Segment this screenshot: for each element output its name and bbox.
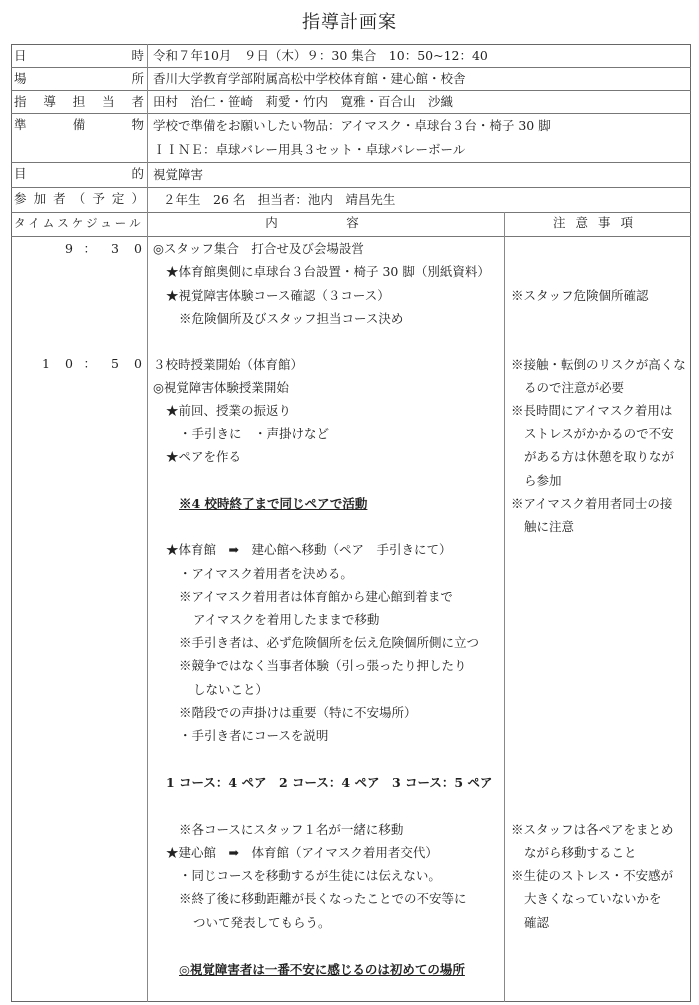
note-line: ※スタッフは各ペアをまとめ — [511, 822, 674, 837]
value-purpose: 視覚障害 — [153, 167, 204, 182]
note-line: ら参加 — [524, 473, 562, 488]
value-preparation-line: 学校で準備をお願いしたい物品：アイマスク・卓球台３台・椅子 30 脚 — [153, 118, 551, 133]
label-participants — [14, 188, 144, 210]
label-char: 者 — [131, 94, 144, 109]
content-line: ★体育館 ➡ 建心館へ移動（ペア 手引きにて） — [166, 542, 452, 557]
label-char: 所 — [131, 71, 144, 86]
time-char: ： — [83, 241, 96, 256]
time-char: 0 — [134, 241, 142, 256]
time-char: 5 — [111, 356, 119, 371]
content-line: ※危険個所及びスタッフ担当コース決め — [179, 311, 404, 326]
content-line: ★建心館 ➡ 体育館（アイマスク着用者交代） — [166, 845, 438, 860]
label-char: 指 — [14, 94, 27, 109]
label-char: 時 — [131, 48, 144, 63]
note-line: 触に注意 — [524, 519, 575, 534]
note-line: ※スタッフ危険個所確認 — [511, 288, 649, 303]
content-line: ※終了後に移動距離が長くなったことでの不安等に — [179, 891, 467, 906]
value-place: 香川大学教育学部附属高松中学校体育館・建心館・校舎 — [153, 71, 466, 86]
label-char: 導 — [43, 94, 56, 109]
label-char: 予 — [92, 191, 105, 206]
content-line: ※各コースにスタッフ１名が一緒に移動 — [179, 822, 404, 837]
label-char: 担 — [72, 94, 86, 109]
content-line: ついて発表してもらう。 — [193, 915, 331, 930]
time-char: 0 — [134, 356, 142, 371]
label-char: 物 — [131, 117, 144, 132]
value-preparation-line: ＩＩＮＥ：卓球バレー用具３セット・卓球バレーボール — [153, 142, 466, 157]
content-emphasis: ◎視覚障害者は一番不安に感じるのは初めての場所 — [179, 962, 465, 977]
note-line: ※生徒のストレス・不安感が — [511, 868, 674, 883]
content-line: ※階段での声掛けは重要（特に不安場所） — [179, 705, 417, 720]
header-content: 内 容 — [265, 215, 387, 230]
time-0930 — [14, 238, 142, 260]
label-char: 場 — [14, 71, 27, 86]
label-char: 定 — [111, 191, 125, 206]
note-line: 確認 — [524, 915, 550, 930]
content-line: ・同じコースを移動するが生徒には伝えない。 — [179, 868, 441, 883]
time-1050 — [14, 353, 142, 375]
content-line: アイマスクを着用したままで移動 — [193, 612, 380, 627]
label-char: 者 — [53, 191, 66, 206]
content-line: ◎スタッフ集合 打合せ及び会場設営 — [153, 241, 364, 256]
label-instructors — [14, 91, 144, 113]
content-line: ・手引きに ・声掛けなど — [179, 426, 330, 441]
note-line: ながら移動すること — [524, 845, 637, 860]
document-title: 指導計画案 — [302, 12, 397, 33]
label-char: 目 — [14, 166, 27, 181]
label-char: 加 — [33, 191, 47, 206]
label-char: （ — [72, 191, 86, 206]
label-purpose — [14, 163, 144, 185]
label-char: 当 — [102, 94, 115, 109]
content-line: ★ペアを作る — [166, 449, 242, 464]
label-char: 備 — [72, 117, 86, 132]
label-char: 準 — [14, 117, 27, 132]
content-line: ３校時授業開始（体育館） — [153, 357, 304, 372]
value-datetime: 令和７年10月 ９日（木）９：30 集合 10：50~12：40 — [153, 48, 488, 63]
header-notes: 注意事項 — [552, 215, 643, 230]
content-line: ※手引き者は、必ず危険個所を伝え危険個所側に立つ — [179, 635, 480, 650]
content-line: ◎視覚障害体験授業開始 — [153, 380, 289, 395]
label-datetime — [14, 45, 144, 67]
content-line: ・手引き者にコースを説明 — [179, 728, 329, 743]
content-line: ・アイマスク着用者を決める。 — [179, 566, 353, 581]
time-char: 3 — [111, 241, 119, 256]
note-line: ※接触・転倒のリスクが高くな — [511, 357, 686, 372]
note-line: がある方は休憩を取りなが — [524, 449, 675, 464]
label-place — [14, 68, 144, 90]
value-instructors: 田村 治仁・笹崎 莉愛・竹内 寛雅・百合山 沙織 — [153, 94, 454, 109]
value-participants: ２年生 26 名 担当者：池内 靖昌先生 — [163, 192, 396, 207]
content-line: ★体育館奥側に卓球台３台設置・椅子 30 脚（別紙資料） — [166, 264, 490, 279]
time-char: 0 — [65, 356, 73, 371]
note-line: ※アイマスク着用者同士の接 — [511, 496, 673, 511]
label-char: ） — [131, 191, 144, 206]
label-preparation — [14, 114, 144, 136]
header-time: タイムスケジュール — [14, 216, 144, 230]
note-line: るので注意が必要 — [524, 380, 625, 395]
content-line: しないこと） — [193, 682, 269, 697]
content-line: ★視覚障害体験コース確認（３コース） — [166, 288, 390, 303]
course-pairs: 1 コース：4 ペア 2 コース：4 ペア 3 コース：5 ペア — [166, 775, 493, 790]
content-line: ※アイマスク着用者は体育館から建心館到着まで — [179, 589, 453, 604]
note-line: ストレスがかかるので不安 — [524, 426, 674, 441]
time-char: ： — [83, 356, 96, 371]
column-divider — [504, 212, 505, 1002]
time-char: 1 — [42, 356, 50, 371]
note-line: ※長時間にアイマスク着用は — [511, 403, 673, 418]
column-divider — [147, 44, 148, 1002]
content-line: ※競争ではなく当事者体験（引っ張ったり押したり — [179, 658, 467, 673]
note-line: 大きくなっていないかを — [524, 891, 662, 906]
label-char: 的 — [131, 166, 144, 181]
label-char: 日 — [14, 48, 27, 63]
label-char: 参 — [14, 191, 27, 206]
content-line: ★前回、授業の振返り — [166, 403, 292, 418]
time-char: 9 — [65, 241, 73, 256]
content-emphasis: ※4 校時終了まで同じペアで活動 — [179, 496, 368, 511]
